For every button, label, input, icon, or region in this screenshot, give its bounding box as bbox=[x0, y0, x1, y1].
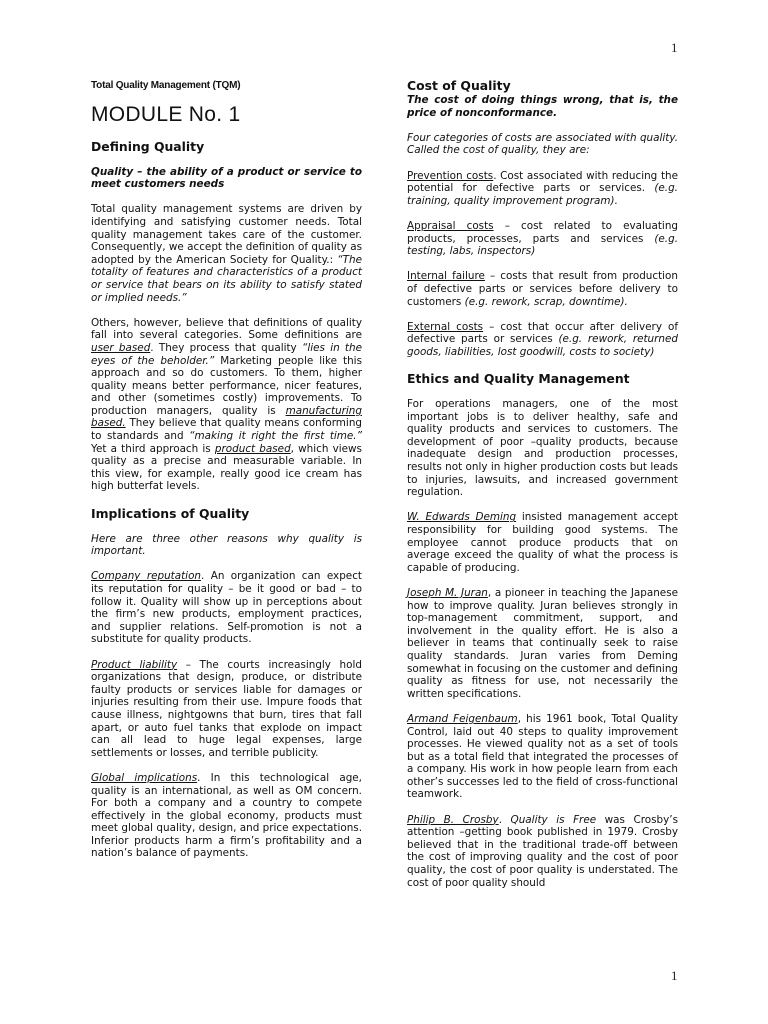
text: , a pioneer in teaching the Japanese how to improve quality. Juran believes strongly in top-management commitment, support, and involvement in the quality effort. He is also a believer in teams that continually seek to raise quality standards. Juran varies from Deming somewhat in focusing on the customer and defining quality as fitness for use, not necessarily the written specifications. bbox=[407, 586, 678, 700]
asq-quote: “The totality of features and characteristics of a product or service that bears on its ability to satisfy stated or implied needs.” bbox=[91, 253, 362, 304]
quote-first-time: “making it right the first time.” bbox=[189, 430, 362, 443]
term-company-reputation: Company reputation bbox=[91, 570, 202, 583]
text: Yet a third approach is bbox=[91, 442, 215, 455]
paragraph-deming bbox=[407, 511, 678, 574]
paragraph-prevention-costs bbox=[407, 170, 678, 208]
text: Here are three other reasons why quality is important. bbox=[91, 532, 362, 558]
term-external-costs: External costs bbox=[407, 320, 484, 333]
term-product-based: product based bbox=[214, 442, 291, 455]
paragraph-product-liability bbox=[91, 659, 362, 760]
text: They believe that quality means conforming to standards and bbox=[91, 417, 362, 443]
text: – The courts increasingly hold organizations that design, produce, or distribute faulty products or services liable for damages or injuries resulting from their use. Impure foods that cause illness, nightgowns that burn, tires that fall apart, or auto fuel tanks that explode on impact can all lead to huge legal expenses, large settlements or losses, and terrible publicity. bbox=[91, 658, 362, 759]
cost-definition: The cost of doing things wrong, that is, the price of nonconformance. bbox=[407, 94, 678, 119]
paragraph-appraisal-costs bbox=[407, 220, 678, 258]
name-crosby: Philip B. Crosby bbox=[407, 813, 499, 826]
paragraph-feigenbaum bbox=[407, 713, 678, 801]
term-manufacturing-based: manufacturing based. bbox=[91, 404, 362, 430]
heading-ethics: Ethics and Quality Management bbox=[407, 371, 630, 387]
course-label: Total Quality Management (TQM) bbox=[91, 80, 241, 91]
paragraph-juran bbox=[407, 587, 678, 700]
example: (e.g. rework, scrap, downtime). bbox=[464, 295, 628, 308]
name-deming: W. Edwards Deming bbox=[407, 511, 517, 524]
module-title: MODULE No. 1 bbox=[91, 102, 241, 126]
term-prevention-costs: Prevention costs bbox=[407, 169, 494, 182]
left-column bbox=[91, 78, 362, 873]
text: Others, however, believe that definitions of quality fall into several categories. Some definitions are bbox=[91, 316, 362, 342]
heading-implications: Implications of Quality bbox=[91, 505, 250, 521]
name-feigenbaum: Armand Feigenbaum bbox=[407, 712, 518, 725]
term-global-implications: Global implications bbox=[91, 771, 198, 784]
implications-intro bbox=[91, 533, 362, 558]
heading-cost-of-quality: Cost of Quality bbox=[407, 78, 511, 93]
example: (e.g. testing, labs, inspectors) bbox=[407, 232, 678, 258]
paragraph-definitions bbox=[91, 317, 362, 493]
text: was Crosby’s attention –getting book published in 1979. Crosby believed that in the traditional trade-off between the cost of improving quality and the cost of poor quality, the cost of poor quality is understated. The cost of poor quality should bbox=[407, 813, 679, 889]
term-appraisal-costs: Appraisal costs bbox=[407, 219, 494, 232]
text: , which views quality as a precise and measurable variable. In this view, for example, really good ice cream has high butterfat levels. bbox=[91, 442, 362, 493]
term-user-based: user based bbox=[91, 341, 151, 354]
paragraph-internal-failure bbox=[407, 270, 678, 308]
quality-definition: Quality – the ability of a product or service to meet customers needs bbox=[91, 165, 362, 191]
right-column bbox=[407, 78, 678, 902]
heading-defining-quality: Defining Quality bbox=[91, 138, 205, 154]
text: – cost related to evaluating products, processes, parts and services bbox=[407, 219, 678, 245]
paragraph-global-implications bbox=[91, 772, 362, 860]
quote-beholder: “lies in the eyes of the beholder.” bbox=[91, 341, 362, 367]
paragraph-external-costs bbox=[407, 321, 678, 359]
book-quality-is-free: Quality is Free bbox=[510, 813, 597, 826]
example: (e.g. rework, returned goods, liabilities, lost goodwill, costs to society) bbox=[407, 333, 678, 358]
text: . bbox=[498, 813, 511, 826]
text: , his 1961 book, Total Quality Control, laid out 40 steps to quality improvement processes. He viewed quality not as a set of tools but as a total field that integrated the processes of a company. His work in how people learn from each other’s successes led to the field of cross-functional teamwork. bbox=[407, 712, 678, 801]
page-number-bottom: 1 bbox=[671, 968, 678, 983]
paragraph-ethics: For operations managers, one of the most important jobs is to deliver healthy, safe and quality products and services to customers. The development of poor –quality products, because inadequate design and production processes, results not only in higher production costs but leads to injuries, lawsuits, and increased government regulation. bbox=[407, 398, 678, 499]
example: (e.g. training, quality improvement program). bbox=[407, 182, 678, 207]
text: . They process that quality bbox=[150, 341, 302, 354]
paragraph-crosby bbox=[407, 814, 678, 890]
cost-intro bbox=[407, 132, 678, 157]
paragraph-company-reputation bbox=[91, 570, 362, 646]
page-number-top: 1 bbox=[671, 40, 678, 55]
text: . Cost associated with reducing the potential for defective parts or services. bbox=[407, 169, 678, 195]
text: – costs that result from production of defective parts or services before delivery to customers bbox=[407, 270, 678, 308]
term-product-liability: Product liability bbox=[91, 658, 178, 671]
text: Marketing people like this approach and so do customers. To them, higher quality means better performance, nicer features, and other (sometimes costly) improvements. To production managers, quality is bbox=[91, 354, 362, 417]
text: – cost that occur after delivery of defective parts or services bbox=[407, 320, 678, 346]
text: Total quality management systems are driven by identifying and satisfying customer needs. Total quality management takes care of the customer. Consequently, we accept the definition of quality as adopted by the American Society for Quality.: bbox=[91, 203, 362, 266]
term-internal-failure: Internal failure bbox=[407, 270, 485, 283]
paragraph-tqm-systems bbox=[91, 203, 362, 304]
text: . An organization can expect its reputation for quality – be it good or bad – to follow it. Quality will show up in perceptions about the firm’s new products, employment practices, and supplier relations. Self-promotion is not a substitute for quality products. bbox=[91, 570, 362, 646]
name-juran: Joseph M. Juran bbox=[407, 586, 488, 599]
text: Four categories of costs are associated with quality. Called the cost of quality, they are: bbox=[407, 131, 678, 157]
text: . In this technological age, quality is an international, as well as OM concern. For both a company and a country to compete effectively in the global economy, products must meet global quality, design, and price expectations. Inferior products harm a firm’s profitability and a nation’s balance of payments. bbox=[91, 771, 362, 860]
text: insisted management accept responsibility for building good systems. The employee cannot produce products that on average exceed the quality of what the process is capable of producing. bbox=[407, 511, 678, 574]
